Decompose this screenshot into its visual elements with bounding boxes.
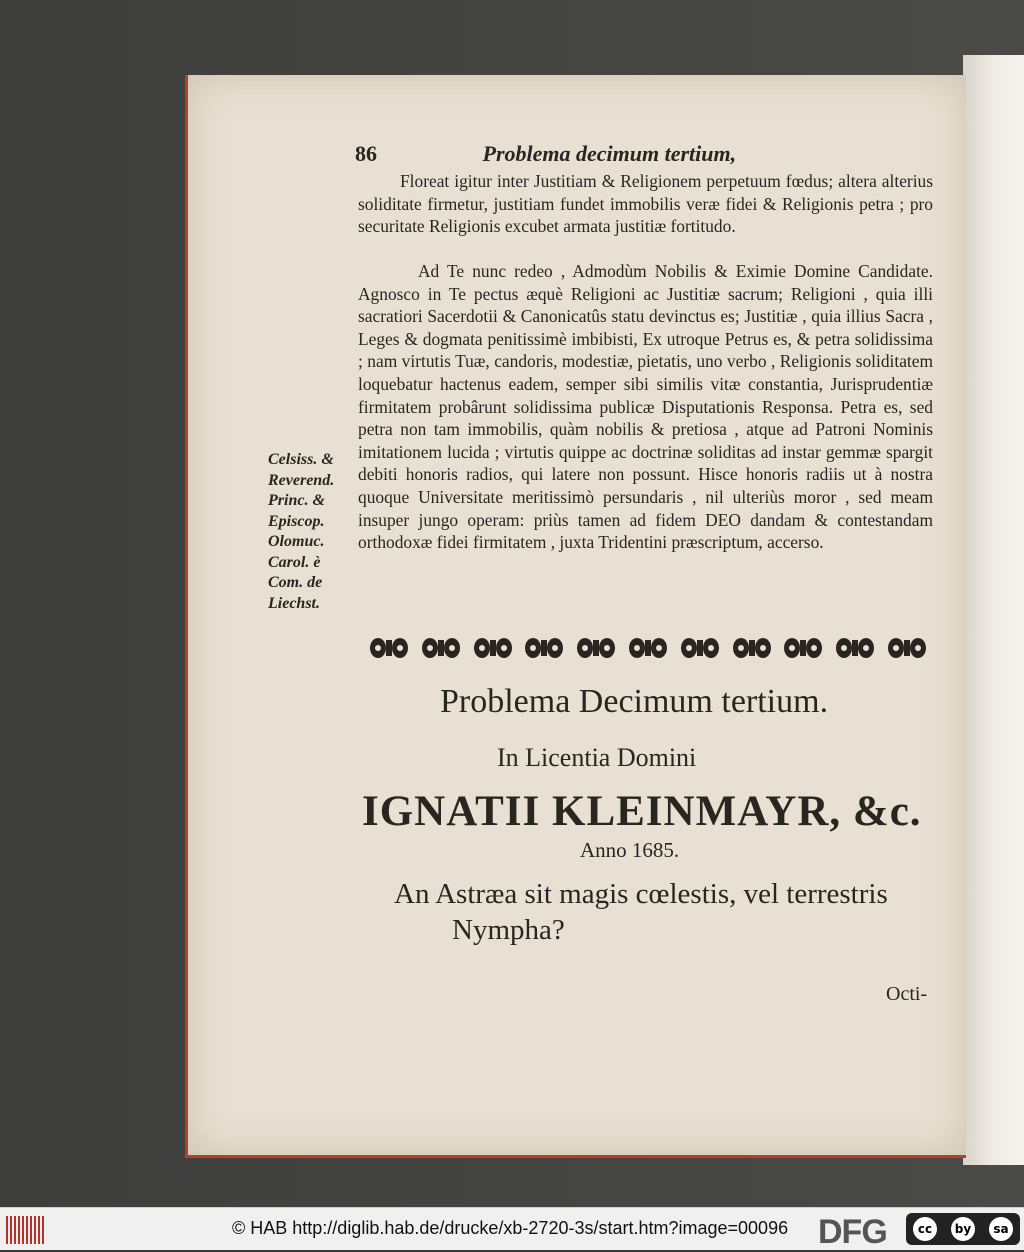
paragraph-2: Ad Te nunc redeo , Admodùm Nobilis & Eximie Domine Candidate. Agnosco in Te pectus æquè Religioni ac Justitiæ sacrum; Religioni , quia illi sacratiori Sacerdotii & Canonicatûs statu devinctus es; Justitiæ , quia illius Sacra , Leges & dogmata penitissimè imbibisti, Ex utroque Petrus es, & petra solidissima ; nam virtutis Tuæ, candoris, modestiæ, pietatis, uno verbo , Religionis soliditatem loquebatur hactenus eadem, semper sibi similis vitæ constantia, Jurisprudentiæ firmitatem probârunt solidissima publicæ Disputationis Responsa. Petra es, sed petra non tam immobilis, quàm nobilis & pretiosa , atque ad Patroni Nominis imitationem lucida ; virtutis quippe ac doctrinæ soliditas ad instar gemmæ spargit debiti honoris radios, qui latere non possunt. Hisce honoris radiis ut à nostra quoque Universitate meritissimò persundaris , nil ulteriùs moror , sed meam insuper jungo operam: priùs tamen ad fidem DEO dandam & contestandam orthodoxæ fidei firmitatem , juxta Tridentini præscriptum, accerso. bbox=[358, 261, 933, 553]
margin-note-line: Com. de bbox=[268, 574, 323, 591]
candidate-name: IGNATII KLEINMAYR, &c. bbox=[362, 788, 922, 835]
section-subtitle: In Licentia Domini bbox=[497, 743, 697, 772]
year-line: Anno 1685. bbox=[580, 838, 680, 862]
fleuron-ornament-icon bbox=[834, 634, 876, 662]
fleuron-ornament-icon bbox=[472, 634, 514, 662]
fleuron-ornament-icon bbox=[420, 634, 462, 662]
section-title: Problema Decimum tertium. bbox=[440, 683, 829, 720]
fleuron-ornament-icon bbox=[886, 634, 928, 662]
margin-note-line: Celsiss. & bbox=[268, 451, 334, 468]
ornament-row bbox=[368, 632, 928, 664]
margin-note-line: Olomuc. bbox=[268, 533, 325, 550]
margin-note-line: Carol. è bbox=[268, 553, 321, 571]
running-head bbox=[355, 141, 775, 167]
margin-note-line: Reverend. bbox=[268, 471, 335, 489]
fleuron-ornament-icon bbox=[679, 634, 721, 662]
facing-page-edge bbox=[963, 55, 1024, 1165]
question-line-1: An Astræa sit magis cœlestis, vel terrestris bbox=[394, 878, 888, 910]
footer-bar bbox=[0, 1207, 1024, 1250]
fleuron-ornament-icon bbox=[731, 634, 773, 662]
license-badge[interactable] bbox=[906, 1213, 1020, 1245]
cc-icon: cc bbox=[913, 1217, 937, 1241]
paragraph-1: Floreat igitur inter Justitiam & Religionem perpetuum fœdus; altera alterius soliditate firmetur, justitiam fundet immobilis veræ fidei & Religionis petra ; pro securitate Religionis excubet armata justitiæ fortitudo. bbox=[358, 171, 933, 237]
sa-icon: sa bbox=[989, 1217, 1013, 1241]
source-link[interactable]: © HAB http://diglib.hab.de/drucke/xb-2720-3s/start.htm?image=00096 bbox=[232, 1218, 789, 1238]
fleuron-ornament-icon bbox=[575, 634, 617, 662]
fleuron-ornament-icon bbox=[368, 634, 410, 662]
fleuron-ornament-icon bbox=[523, 634, 565, 662]
by-icon: by bbox=[951, 1217, 975, 1241]
fleuron-ornament-icon bbox=[627, 634, 669, 662]
margin-note-line: Liechst. bbox=[268, 594, 320, 612]
barcode-icon bbox=[6, 1216, 46, 1244]
margin-note-line: Episcop. bbox=[268, 512, 325, 530]
dfg-logo: DFG bbox=[818, 1213, 887, 1251]
catchword: Octi- bbox=[886, 983, 928, 1005]
margin-note-line: Princ. & bbox=[268, 492, 325, 509]
question bbox=[394, 876, 914, 948]
running-title: Problema decimum tertium, bbox=[482, 141, 737, 166]
margin-note bbox=[268, 450, 358, 614]
question-line-2: Nympha? bbox=[452, 914, 565, 946]
fleuron-ornament-icon bbox=[782, 634, 824, 662]
page-number: 86 bbox=[355, 141, 377, 166]
